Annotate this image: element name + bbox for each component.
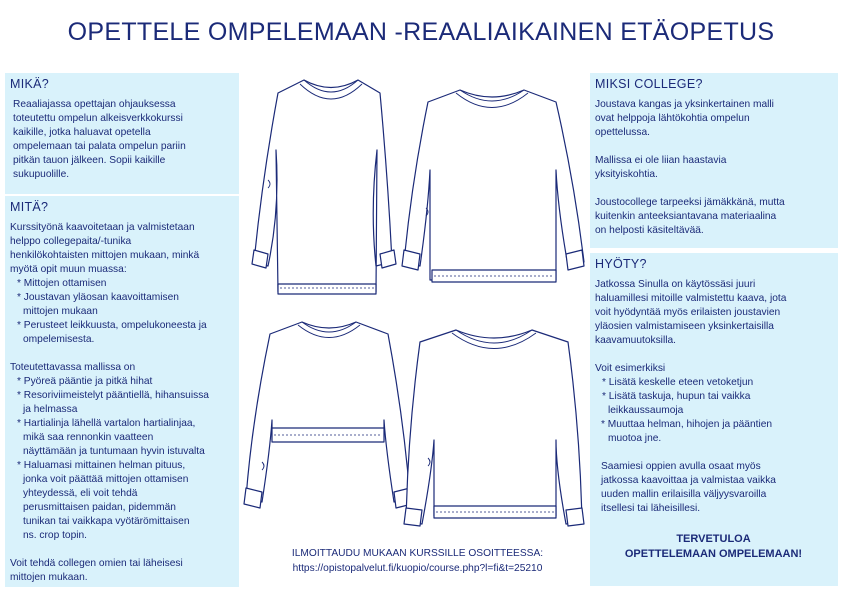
mita-bullet-cont: perusmittaisen paidan, pidemmän	[23, 502, 176, 513]
mita-bullet: * Resoriviimeistelyt pääntiellä, hihansuissa	[17, 390, 209, 401]
mita-bullet: * Joustavan yläosan kaavoittamisen	[17, 292, 179, 303]
hyoty-bullet: * Muuttaa helman, hihojen ja pääntien	[601, 419, 773, 430]
mita-box	[5, 196, 239, 587]
mita-bullet-cont: mittojen mukaan	[23, 306, 98, 317]
miksi-line: ovat helppoja lähtökohtia ompelun	[595, 113, 750, 124]
mita-bullet: * Hartialinja lähellä vartalon hartialinjaa,	[17, 418, 196, 429]
tunic-illustration	[252, 80, 396, 294]
mita-bullet-cont: näyttämään ja tuntumaan hyvin istuvalta	[23, 446, 205, 457]
hyoty-heading: HYÖTY?	[595, 257, 647, 271]
mita-bullet-cont: mikä saa rennonkin vaatteen	[23, 432, 154, 443]
mita-intro-line: myötä opit muun muassa:	[10, 264, 127, 275]
mika-line: Reaaliajassa opettajan ohjauksessa	[13, 99, 176, 110]
hyoty-bullet: * Lisätä keskelle eteen vetoketjun	[602, 377, 754, 388]
miksi-line: kuitenkin anteeksiantavana materiaalina	[595, 211, 777, 222]
miksi-line: opettelussa.	[595, 127, 650, 138]
mita-bullet: * Haluamasi mittainen helman pituus,	[17, 460, 186, 471]
mita-intro-line: Kurssityönä kaavoitetaan ja valmistetaan	[10, 222, 195, 233]
mika-line: toteutettu ompelun alkeisverkkokurssi	[13, 113, 183, 124]
hyoty-line: kaavamuutoksilla.	[595, 335, 676, 346]
hyoty-line: jatkossa kaavoittaa ja valmistaa vaikka	[601, 475, 776, 486]
wide-sweatshirt-illustration	[404, 330, 584, 526]
mika-line: ompelemaan tai palata ompelun pariin	[13, 141, 186, 152]
crop-top-illustration	[244, 322, 412, 508]
hyoty-line: uuden mallin erilaisilla väljyysvaroilla	[601, 489, 767, 500]
miksi-line: Mallissa ei ole liian haastavia	[595, 155, 727, 166]
mita-bullet-cont: yhteydessä, eli voit tehdä	[23, 488, 138, 499]
miksi-line: on helposti käsiteltävää.	[595, 225, 704, 236]
mita-intro-line: helppo collegepaita/-tunika	[10, 236, 132, 247]
mika-line: kaikille, jotka haluavat opetella	[13, 127, 151, 138]
mita-outro-line: mittojen mukaan.	[10, 572, 88, 583]
hyoty-bullet: * Lisätä taskuja, hupun tai vaikka	[602, 391, 751, 402]
closing-line: TERVETULOA	[676, 533, 751, 545]
sweatshirt-illustration	[402, 90, 584, 282]
mita-bullet-cont: jonka voit päättää mittojen ottamisen	[23, 474, 189, 485]
miksi-line: Joustava kangas ja yksinkertainen malli	[595, 99, 774, 110]
registration-info	[250, 546, 585, 576]
registration-label: ILMOITTAUDU MUKAAN KURSSILLE OSOITTEESSA:	[291, 548, 544, 559]
hyoty-line: yläosien valmistamiseen yksinkertaisilla	[595, 321, 774, 332]
mita-bullet-cont: ja helmassa	[23, 404, 78, 415]
mika-line: pitkän tauon jälkeen. Sopii kaikille	[13, 155, 166, 166]
miksi-box	[590, 73, 838, 248]
mita-outro-line: Voit tehdä collegen omien tai läheisesi	[10, 558, 183, 569]
hyoty-line: Saamiesi oppien avulla osaat myös	[601, 461, 761, 472]
hyoty-line: Jatkossa Sinulla on käytössäsi juuri	[595, 279, 756, 290]
mita-bullet: * Perusteet leikkuusta, ompelukoneesta ja	[17, 320, 207, 331]
miksi-heading: MIKSI COLLEGE?	[595, 77, 703, 91]
mita-bullet-cont: tunikan tai vaikkapa vyötärömittaisen	[23, 516, 190, 527]
hyoty-line: haluamillesi mitoille valmistettu kaava, jota	[595, 293, 787, 304]
mita-bullet-cont: ompelemisesta.	[23, 334, 95, 345]
hyoty-line: itsellesi tai läheisillesi.	[601, 503, 701, 514]
mita-bullet: * Pyöreä pääntie ja pitkä hihat	[17, 376, 153, 387]
mika-line: sukupuolille.	[13, 169, 70, 180]
registration-url[interactable]: https://opistopalvelut.fi/kuopio/course.php?l=fi&t=25210	[292, 563, 543, 574]
miksi-line: Joustocollege tarpeeksi jämäkkänä, mutta	[595, 197, 785, 208]
hyoty-box	[590, 253, 838, 586]
hyoty-bullet-cont: leikkaussaumoja	[608, 405, 684, 416]
mita-bullet-cont: ns. crop topin.	[23, 530, 87, 541]
mita-para2: Toteutettavassa mallissa on	[10, 362, 136, 373]
miksi-line: yksityiskohtia.	[595, 169, 658, 180]
mika-heading: MIKÄ?	[10, 77, 50, 91]
hyoty-bullet-cont: muotoa jne.	[608, 433, 662, 444]
page-title: OPETTELE OMPELEMAAN -REAALIAIKAINEN ETÄOPETUS	[67, 18, 775, 46]
mita-bullet: * Mittojen ottamisen	[17, 278, 107, 289]
hyoty-line: voit hyödyntää myös erilaisten joustavien	[595, 307, 781, 318]
mika-box	[5, 73, 239, 194]
mita-heading: MITÄ?	[10, 200, 49, 214]
hyoty-p2: Voit esimerkiksi	[595, 363, 666, 374]
mita-intro-line: henkilökohtaisten mittojen mukaan, minkä	[10, 250, 200, 261]
closing-line: OPETTELEMAAN OMPELEMAAN!	[624, 548, 803, 560]
